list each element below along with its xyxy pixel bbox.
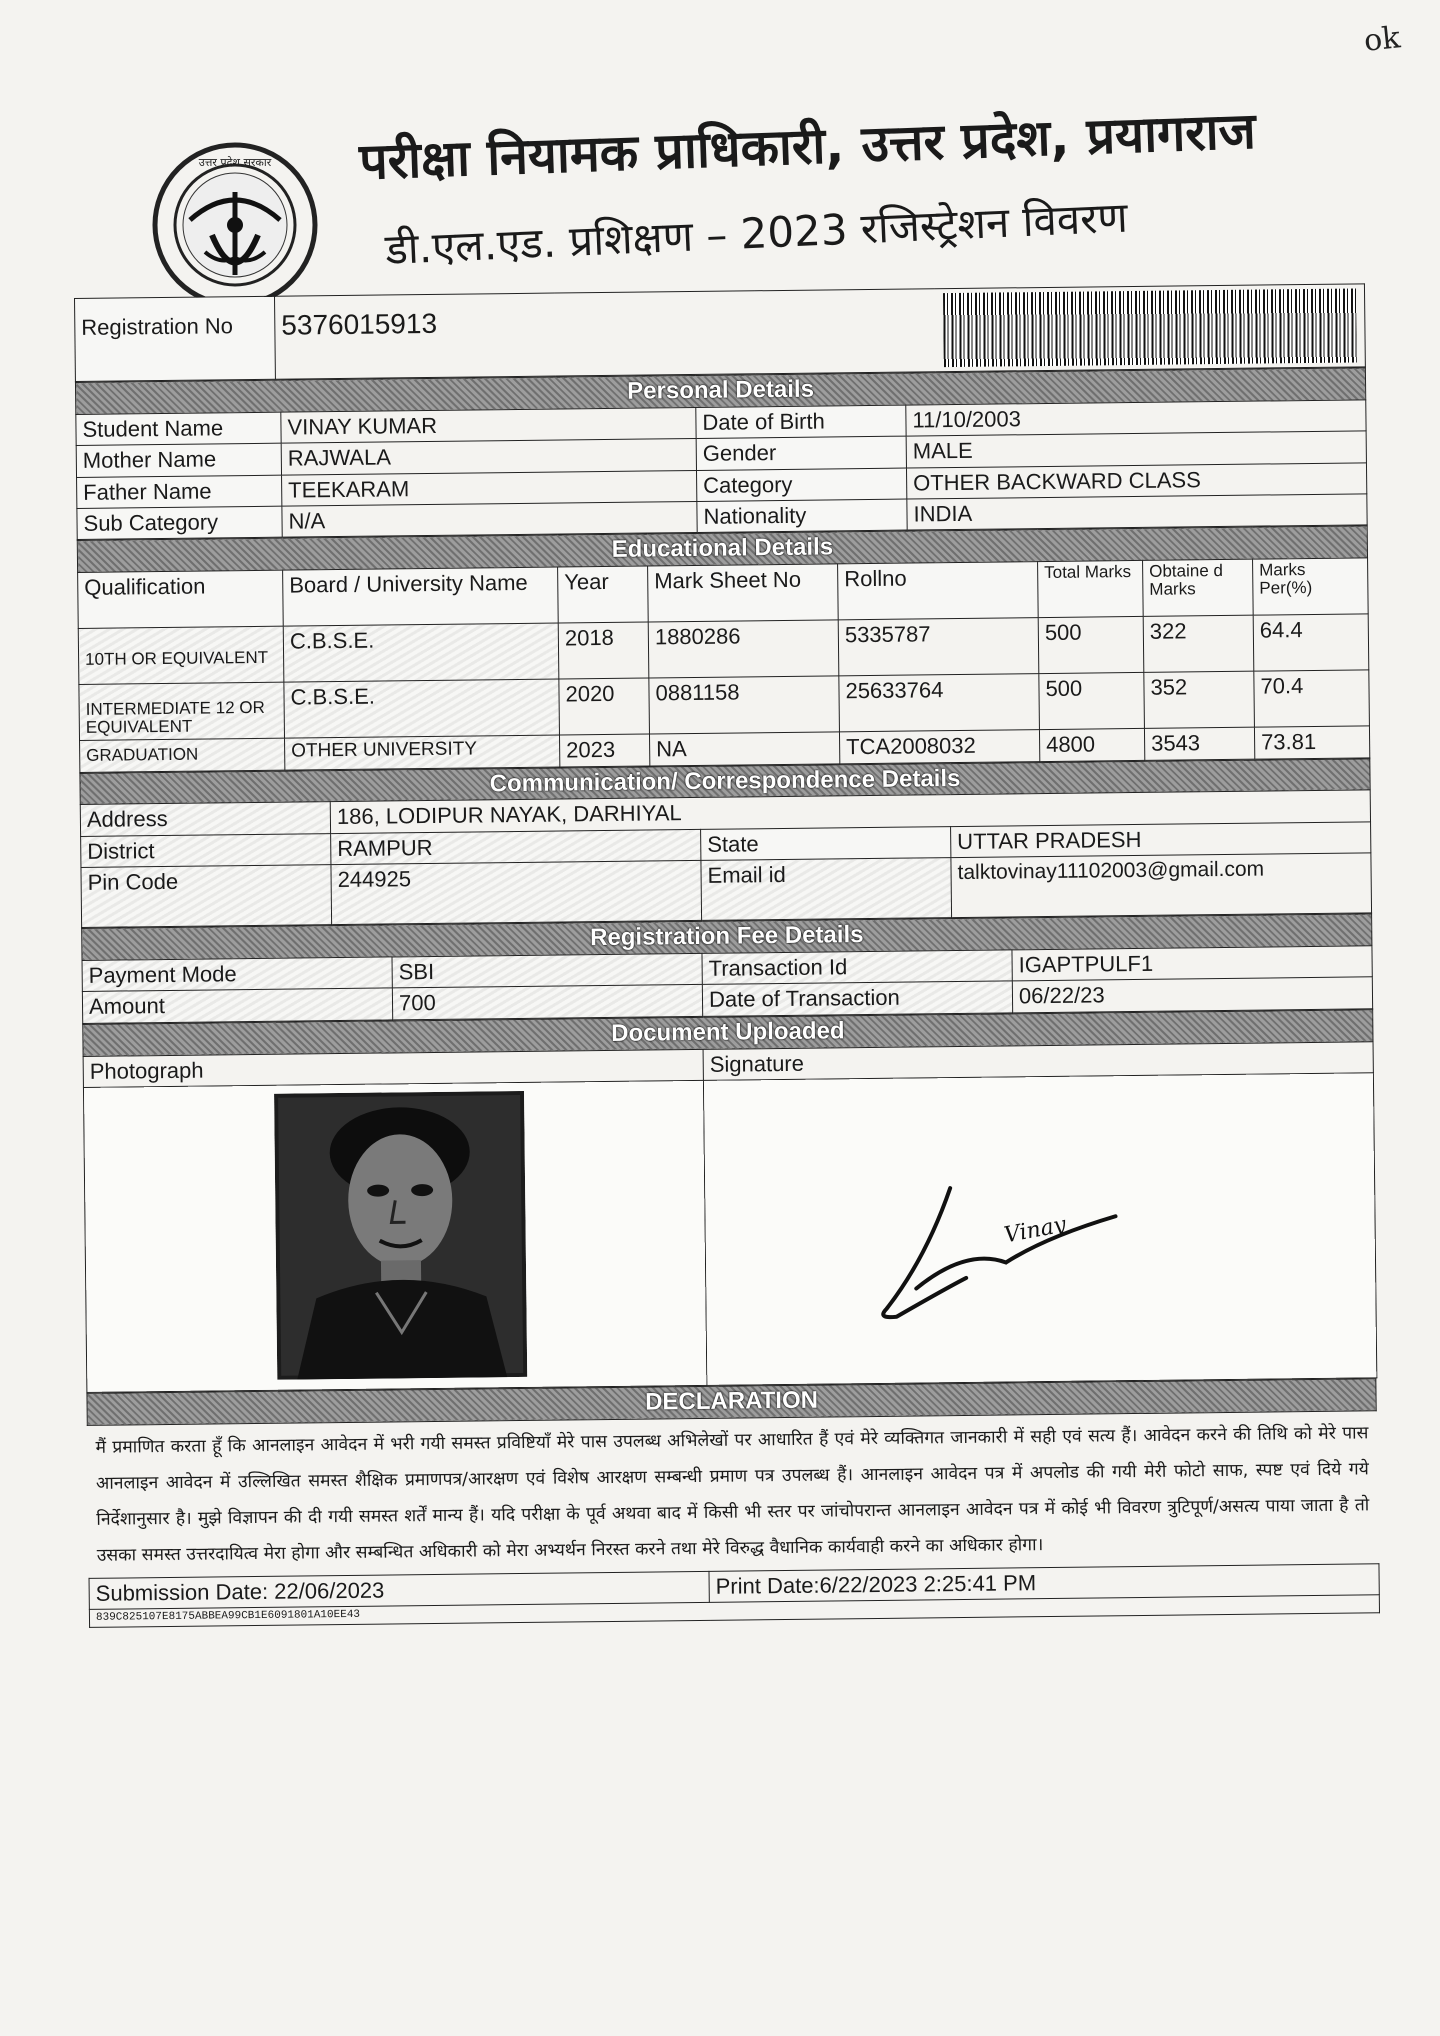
obtained-cell: 352 (1144, 671, 1255, 728)
pin-code-value: 244925 (331, 861, 702, 925)
rollno-cell: 25633764 (839, 674, 1040, 732)
section-communication-details: Communication/ Correspondence Details (80, 758, 1370, 804)
percent-cell: 73.81 (1254, 726, 1369, 759)
page-title: परीक्षा नियामक प्राधिकारी, उत्तर प्रदेश, प्रयागराज (358, 101, 1257, 191)
payment-mode-label: Payment Mode (82, 957, 392, 992)
total-cell: 500 (1039, 673, 1145, 730)
student-name-value: VINAY KUMAR (281, 407, 696, 443)
percent-cell: 64.4 (1253, 614, 1369, 671)
registration-form (74, 283, 1379, 1628)
address-value: 186, LODIPUR NAYAK, DARHIYAL (330, 790, 1370, 833)
educational-details-table (77, 526, 1371, 773)
candidate-photo (274, 1091, 527, 1380)
obtained-cell: 322 (1143, 615, 1254, 672)
year-cell: 2018 (558, 622, 649, 679)
email-value: talktovinay11102003@gmail.com (951, 853, 1372, 918)
address-label: Address (80, 802, 330, 836)
registration-table (74, 283, 1366, 382)
category-value: OTHER BACKWARD CLASS (906, 462, 1366, 499)
total-cell: 500 (1038, 617, 1144, 674)
state-value: UTTAR PRADESH (951, 822, 1371, 858)
section-personal-details: Personal Details (75, 368, 1365, 414)
qualification-cell: 10TH OR EQUIVALENT (78, 626, 284, 684)
marksheet-cell: 1880286 (648, 620, 839, 678)
marksheet-cell: 0881158 (649, 676, 840, 734)
section-educational-details: Educational Details (77, 526, 1367, 572)
submission-date: Submission Date: 22/06/2023 (89, 1571, 709, 1609)
section-document-uploaded: Document Uploaded (83, 1010, 1373, 1056)
pin-code-label: Pin Code (81, 865, 332, 928)
col-obtained-marks: Obtaine d Marks (1143, 559, 1254, 616)
category-label: Category (696, 468, 906, 502)
section-declaration: DECLARATION (87, 1379, 1376, 1425)
district-label: District (81, 833, 331, 867)
state-label: State (701, 826, 951, 860)
amount-value: 700 (392, 985, 702, 1020)
qualification-cell: GRADUATION (80, 738, 285, 772)
sub-category-value: N/A (282, 501, 697, 537)
marksheet-cell: NA (649, 732, 839, 766)
registration-barcode (943, 288, 1357, 367)
email-label: Email id (701, 858, 952, 921)
print-date: Print Date:6/22/2023 2:25:41 PM (709, 1563, 1379, 1602)
dob-label: Date of Birth (696, 405, 906, 439)
district-value: RAMPUR (331, 829, 701, 865)
declaration-text: मैं प्रमाणित करता हूँ कि आनलाइन आवेदन में भरी गयी समस्त प्रविष्टियाँ मेरे पास उपलब्ध अभिलेखों पर आधारित हैं एवं मेरे व्यक्तिगत जानकारी में सही एवं सत्य हैं। आवेदन करने की तिथि को मेरे पास आनलाइन आवेदन में उल्लिखित समस्त शैक्षिक प्रमाणपत्र/आरक्षण एवं विशेष आरक्षण सम्बन्धी प्रमाण पत्र उपलब्ध हैं। आनलाइन आवेदन पत्र में अपलोड की गयी मेरी फोटो साफ, स्पष्ट एवं दिये गये निर्देशानुसार है। मुझे विज्ञापन की दी गयी समस्त शर्तें मान्य हैं। यदि परीक्षा के पूर्व अथवा बाद में किसी भी स्तर पर जांचोपरान्त आनलाइन आवेदन पत्र में कोई भी विवरण त्रुटिपूर्ण/असत्य पाया जाता है तो उसका समस्त उत्तरदायित्व मेरा होगा और सम्बन्धित अधिकारी को मेरा अभ्यर्थन निरस्त करने तथा मेरे विरुद्ध वैधानिक कार्यवाही करने का अधिकार होगा। (95, 1423, 1370, 1566)
obtained-cell: 3543 (1144, 727, 1254, 760)
board-cell: OTHER UNIVERSITY (285, 735, 560, 770)
transaction-date-value: 06/22/23 (1012, 977, 1372, 1012)
col-mark-sheet: Mark Sheet No (648, 564, 839, 622)
communication-details-table (79, 758, 1372, 928)
father-name-value: TEEKARAM (282, 470, 697, 506)
mother-name-label: Mother Name (76, 443, 281, 477)
photograph-cell (83, 1080, 706, 1392)
col-year: Year (558, 566, 649, 623)
year-cell: 2023 (559, 734, 649, 766)
section-fee-details: Registration Fee Details (82, 914, 1372, 960)
gender-value: MALE (906, 431, 1366, 468)
transaction-id-value: IGAPTPULF1 (1012, 946, 1372, 981)
board-cell: C.B.S.E. (284, 679, 560, 738)
registration-no-label: Registration No (75, 296, 276, 381)
gender-label: Gender (696, 436, 906, 470)
student-name-label: Student Name (76, 412, 281, 446)
sub-category-label: Sub Category (77, 506, 282, 540)
payment-mode-value: SBI (392, 953, 702, 988)
percent-cell: 70.4 (1254, 670, 1370, 727)
col-total-marks: Total Marks (1038, 561, 1144, 618)
declaration-table (86, 1378, 1378, 1577)
transaction-id-label: Transaction Id (702, 950, 1012, 985)
signature-label: Signature (703, 1041, 1373, 1080)
transaction-date-label: Date of Transaction (702, 981, 1012, 1016)
candidate-signature (855, 1166, 1137, 1329)
corner-initials: ok (1362, 20, 1402, 59)
document-hash: 839C825107E8175ABBEA99CB1E6091801A10EE43 (89, 1595, 1379, 1628)
nationality-label: Nationality (697, 499, 907, 533)
signature-cell (703, 1073, 1376, 1386)
up-government-emblem (150, 140, 320, 310)
col-qualification: Qualification (78, 570, 284, 628)
documents-table (82, 1009, 1377, 1393)
total-cell: 4800 (1039, 729, 1144, 762)
col-rollno: Rollno (838, 562, 1039, 620)
dob-value: 11/10/2003 (906, 400, 1366, 437)
col-board: Board / University Name (283, 567, 559, 626)
year-cell: 2020 (559, 678, 650, 735)
fee-details-table (81, 913, 1373, 1023)
registration-no-value: 5376015913 (274, 289, 935, 379)
mother-name-value: RAJWALA (281, 439, 696, 475)
board-cell: C.B.S.E. (283, 623, 559, 682)
col-marks-per: Marks Per(%) (1253, 558, 1369, 615)
qualification-cell: INTERMEDIATE 12 OR EQUIVALENT (79, 682, 285, 740)
personal-details-table (75, 367, 1368, 540)
page-subtitle: डी.एल.एड. प्रशिक्षण – 2023 रजिस्ट्रेशन विवरण (384, 192, 1129, 274)
father-name-label: Father Name (77, 475, 282, 509)
barcode-cell (934, 284, 1365, 372)
signature-text: Vinay (1002, 1212, 1069, 1249)
rollno-cell: TCA2008032 (839, 730, 1039, 764)
rollno-cell: 5335787 (838, 618, 1039, 676)
amount-label: Amount (82, 988, 392, 1023)
emblem-text: उत्तर प्रदेश सरकार (198, 156, 272, 169)
photograph-label: Photograph (83, 1049, 703, 1087)
nationality-value: INDIA (907, 494, 1367, 531)
